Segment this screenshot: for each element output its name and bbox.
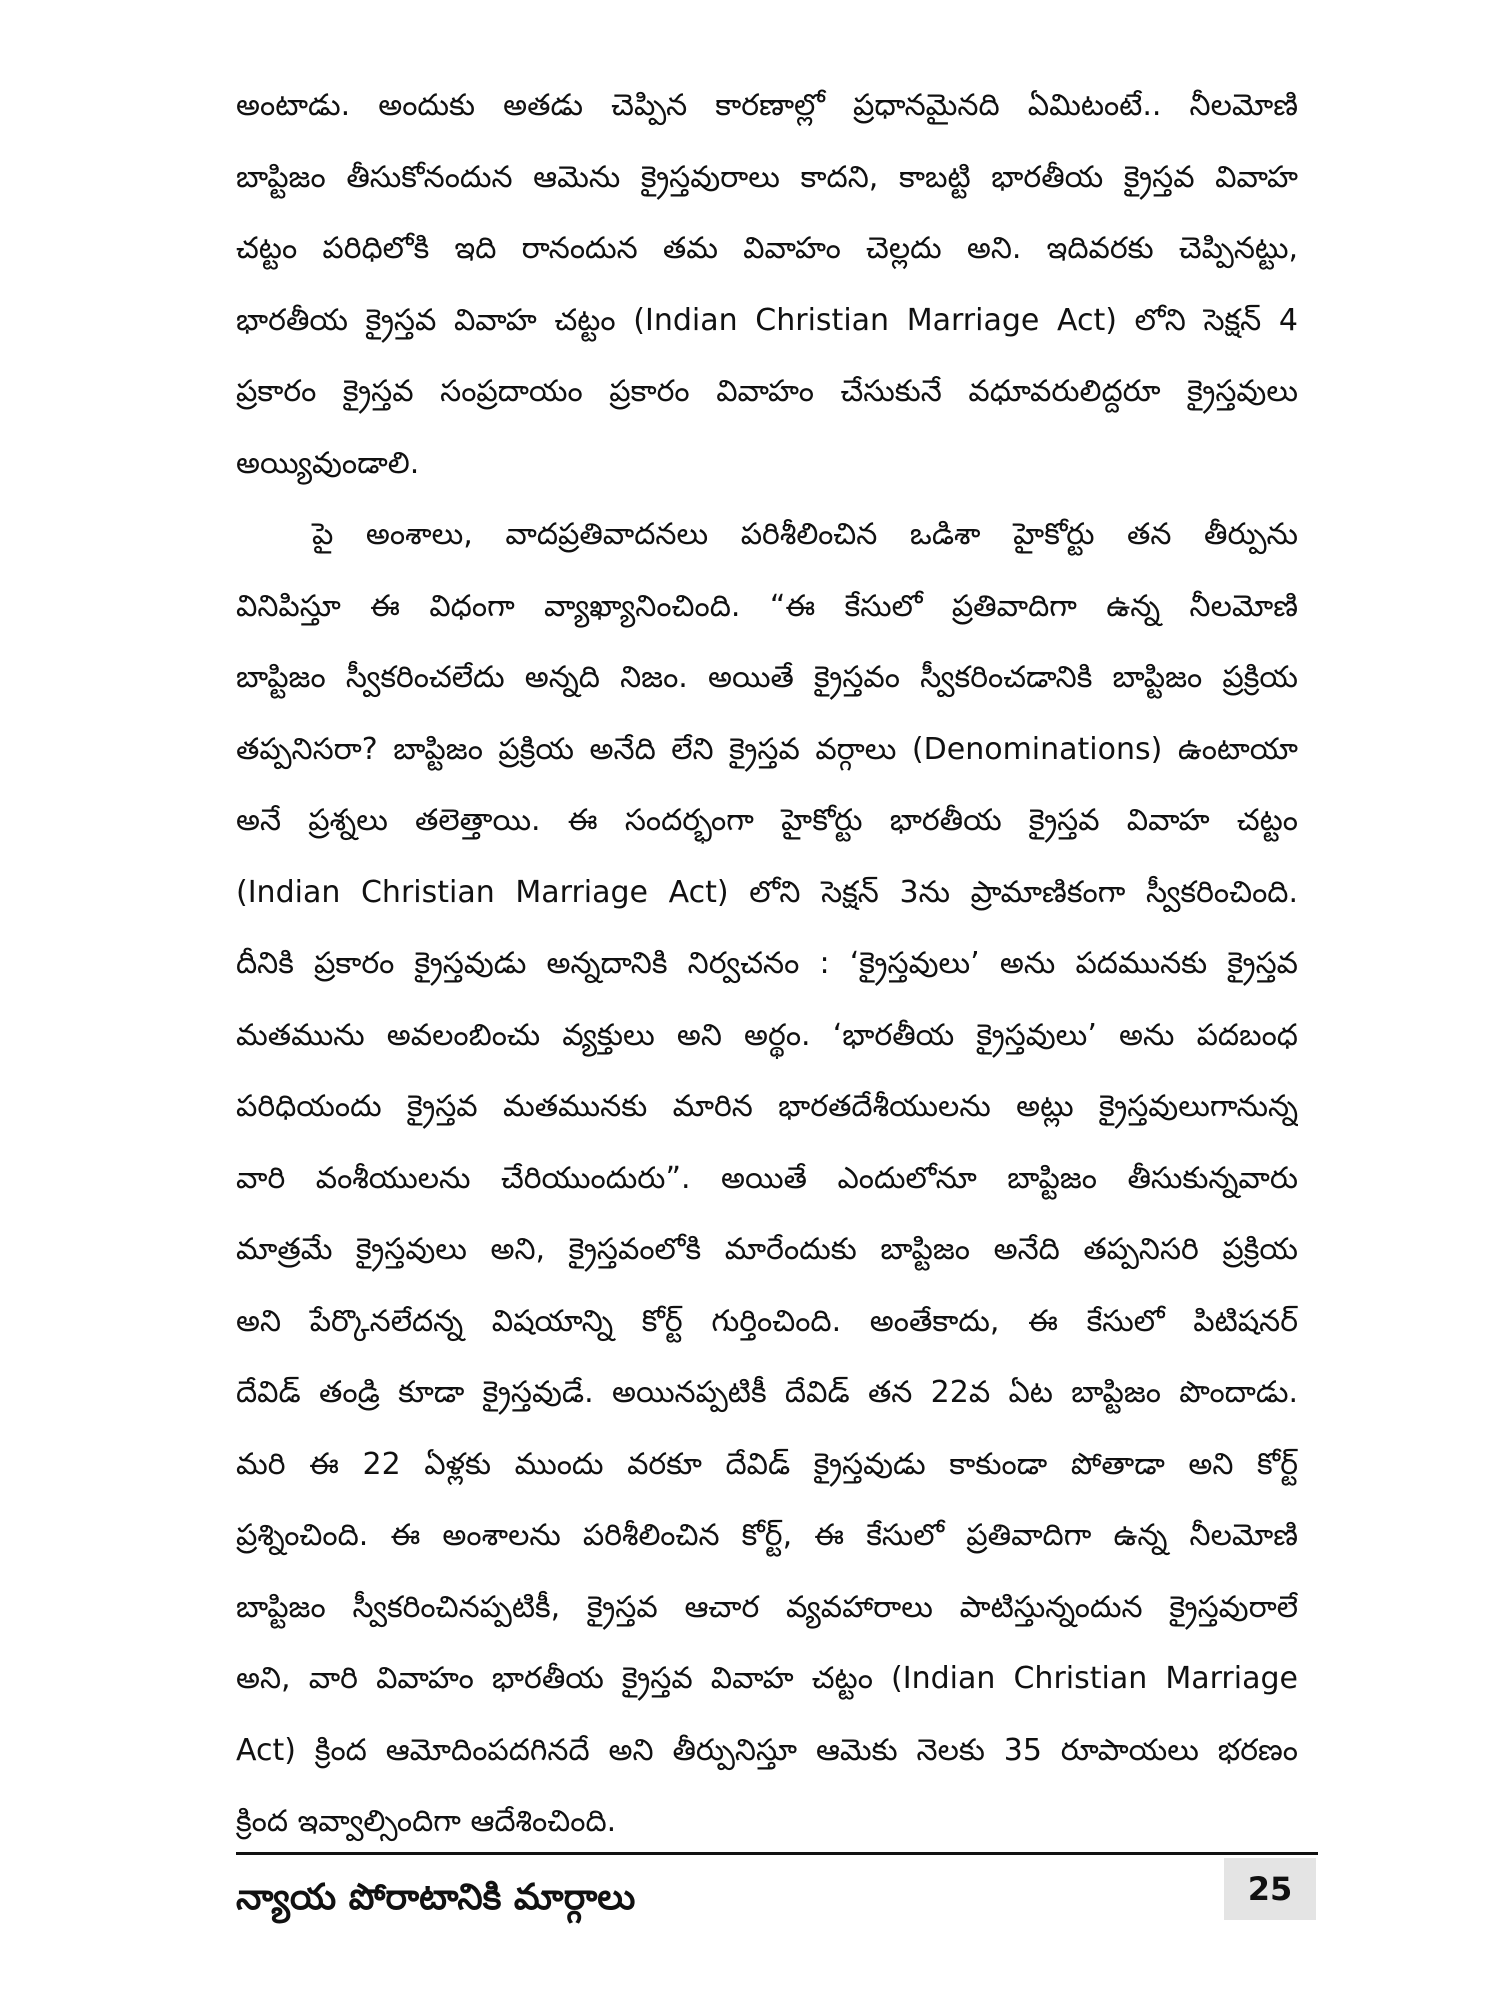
- text-line: (Indian Christian Marriage Act) లోని సెక్షన్ 3ను ప్రామాణికంగా స్వీకరించింది.: [236, 874, 1298, 910]
- text-line: బాప్టిజం స్వీకరించినప్పటికీ, క్రైస్తవ ఆచార వ్యవహారాలు పాటిస్తున్నందున క్రైస్తవురాలే: [236, 1589, 1298, 1625]
- text-line: వినిపిస్తూ ఈ విధంగా వ్యాఖ్యానించింది. “ఈ కేసులో ప్రతివాదిగా ఉన్న నీలమోణి: [236, 588, 1298, 624]
- text-line: భారతీయ క్రైస్తవ వివాహ చట్టం (Indian Christian Marriage Act) లోని సెక్షన్ 4: [236, 302, 1298, 338]
- text-line: మతమును అవలంబించు వ్యక్తులు అని అర్థం. ‘భారతీయ క్రైస్తవులు’ అను పదబంధ: [236, 1017, 1298, 1053]
- page-number-label: 25: [1247, 1870, 1293, 1908]
- text-line: అని పేర్కొనలేదన్న విషయాన్ని కోర్ట్ గుర్తించింది. అంతేకాదు, ఈ కేసులో పిటిషనర్: [236, 1303, 1298, 1339]
- text-line: తప్పనిసరా? బాప్టిజం ప్రక్రియ అనేది లేని క్రైస్తవ వర్గాలు (Denominations) ఉంటాయా: [236, 731, 1298, 767]
- text-line: బాప్టిజం తీసుకోనందున ఆమెను క్రైస్తవురాలు కాదని, కాబట్టి భారతీయ క్రైస్తవ వివాహ: [236, 159, 1298, 195]
- text-line: చట్టం పరిధిలోకి ఇది రానందున తమ వివాహం చెల్లదు అని. ఇదివరకు చెప్పినట్టు,: [236, 231, 1298, 266]
- body-text: [236, 70, 1298, 1858]
- footer-divider: [236, 1852, 1318, 1855]
- paragraph-start-line: పై అంశాలు, వాదప్రతివాదనలు పరిశీలించిన ఒడిశా హైకోర్టు తన తీర్పును: [312, 517, 1298, 552]
- text-line: ప్రశ్నించింది. ఈ అంశాలను పరిశీలించిన కోర్ట్, ఈ కేసులో ప్రతివాదిగా ఉన్న నీలమోణి: [236, 1518, 1298, 1553]
- text-line: దేవిడ్ తండ్రి కూడా క్రైస్తవుడే. అయినప్పటికీ దేవిడ్ తన 22వ ఏట బాప్టిజం పొందాడు.: [236, 1375, 1298, 1410]
- text-line: Act) క్రింద ఆమోదింపదగినదే అని తీర్పునిస్తూ ఆమెకు నెలకు 35 రూపాయలు భరణం: [236, 1732, 1298, 1768]
- text-line: వారి వంశీయులను చేరియుందురు”. అయితే ఎందులోనూ బాప్టిజం తీసుకున్నవారు: [236, 1160, 1298, 1196]
- text-line: అంటాడు. అందుకు అతడు చెప్పిన కారణాల్లో ప్రధానమైనది ఏమిటంటే.. నీలమోణి: [236, 88, 1298, 123]
- text-line: అని, వారి వివాహం భారతీయ క్రైస్తవ వివాహ చట్టం (Indian Christian Marriage: [236, 1661, 1298, 1696]
- text-line: క్రింద ఇవ్వాల్సిందిగా ఆదేశించింది.: [236, 1804, 617, 1839]
- text-line: బాప్టిజం స్వీకరించలేదు అన్నది నిజం. అయితే క్రైస్తవం స్వీకరించడానికి బాప్టిజం ప్రక్రియ: [236, 660, 1298, 695]
- page-number: [1224, 1858, 1316, 1920]
- book-title: న్యాయ పోరాటానికి మార్గాలు: [236, 1877, 636, 1918]
- text-line: మరి ఈ 22 ఏళ్లకు ముందు వరకూ దేవిడ్ క్రైస్తవుడు కాకుండా పోతాడా అని కోర్ట్: [236, 1446, 1298, 1482]
- text-line: ప్రకారం క్రైస్తవ సంప్రదాయం ప్రకారం వివాహం చేసుకునే వధూవరులిద్దరూ క్రైస్తవులు: [236, 374, 1298, 409]
- text-line: మాత్రమే క్రైస్తవులు అని, క్రైస్తవంలోకి మారేందుకు బాప్టిజం అనేది తప్పనిసరి ప్రక్రియ: [236, 1232, 1298, 1267]
- text-line: అనే ప్రశ్నలు తలెత్తాయి. ఈ సందర్భంగా హైకోర్టు భారతీయ క్రైస్తవ వివాహ చట్టం: [236, 803, 1298, 838]
- text-line: అయ్యివుండాలి.: [236, 445, 420, 481]
- text-line: దీనికి ప్రకారం క్రైస్తవుడు అన్నదానికి నిర్వచనం : ‘క్రైస్తవులు’ అను పదమునకు క్రైస్తవ: [236, 946, 1298, 981]
- text-line: పరిధియందు క్రైస్తవ మతమునకు మారిన భారతదేశీయులను అట్లు క్రైస్తవులుగానున్న: [236, 1089, 1298, 1124]
